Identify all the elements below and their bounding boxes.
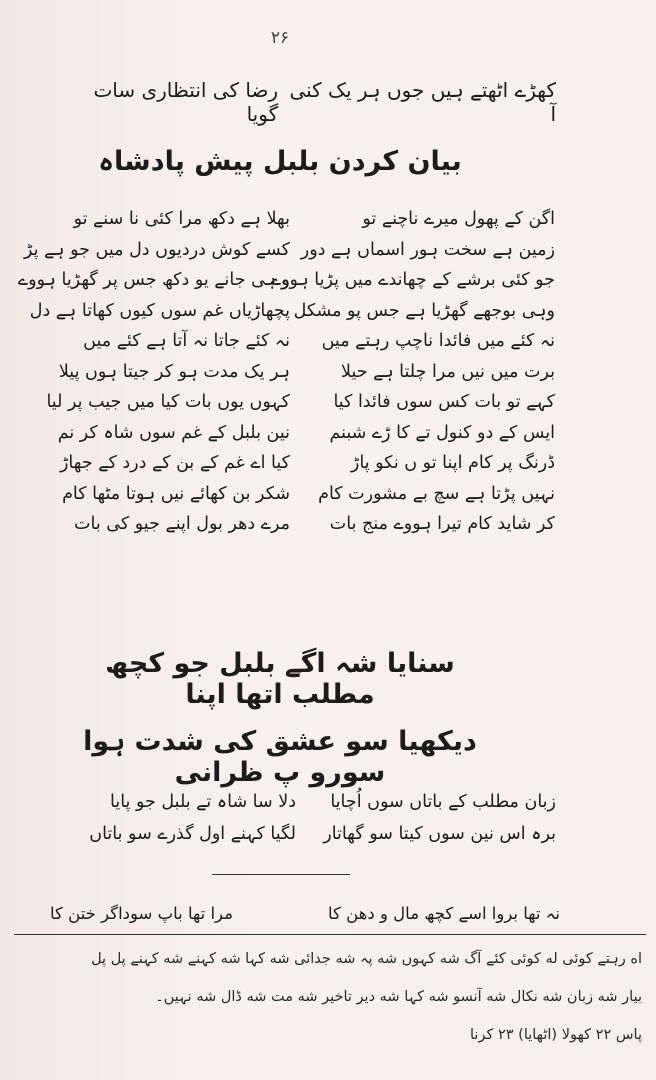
- right-hemistich: شکر بن کھائے نیں ہوتا مٹھا کام: [62, 483, 290, 504]
- page-number: ۲۶: [270, 28, 290, 48]
- prose-heading-line: دیکھیا سو عشق کی شدت ہوا سورو پ ظرانی: [83, 726, 477, 788]
- right-hemistich: دلا سا شاہ تے بلبل جو پایا: [110, 792, 296, 812]
- right-hemistich: پچھاڑیاں غم سوں کیوں کھاتا ہے دل: [29, 300, 290, 321]
- verse-couplet: [56, 818, 556, 850]
- verse-couplet: [29, 296, 555, 327]
- footnote-line: پاس ۲۲ کھولا (اٹھایا) ۲۳ کرنا: [470, 1027, 642, 1043]
- left-hemistich: اگن کے پھول میرے ناچنے تو: [362, 209, 555, 230]
- catchword-verse: [50, 900, 560, 926]
- verse-couplet: [50, 509, 555, 540]
- verse-couplet: [50, 357, 555, 388]
- verse-couplet: [50, 418, 555, 449]
- section-heading: بیان کردن بلبل پیش پادشاہ: [98, 146, 462, 177]
- footnote-line: بیار شه زبان شه نکال شه آنسو شه کہا شه دیر تاخیر شه مت شه ڈال شه نہیں۔: [155, 989, 642, 1005]
- left-hemistich: برت میں نیں مرا چلتا ہے حیلا: [341, 361, 555, 382]
- right-hemistich: مرے دھر بول اپنے جیو کی بات: [74, 514, 290, 535]
- verse-couplet: [50, 448, 555, 479]
- left-hemistich: وہی بوجھے گھڑیا ہے جس پو مشکل: [293, 300, 555, 321]
- left-hemistich: جو کئی برشے کے چھاندے میں پڑیا ہووے: [270, 270, 555, 291]
- right-hemistich: کسے کوش دردیوں دل میں جو ہے پڑ: [23, 239, 290, 260]
- verse-list-second: [56, 786, 556, 850]
- right-hemistich: کہوں یوں بات کیا میں جیب پر لیا: [46, 392, 290, 413]
- verse-couplet: [50, 204, 555, 235]
- intro-verse: [56, 78, 556, 126]
- left-hemistich: نہ تھا بروا اسے کچھ مال و دھن کا: [327, 903, 560, 923]
- right-hemistich: و ہی جانے یو دکھ جس پر گھڑیا ہووے: [17, 270, 290, 291]
- prose-heading-line: سنایا شہ اگے بلبل جو کچھ مطلب اتھا اپنا: [105, 648, 455, 710]
- right-hemistich: ہر یک مدت ہو کر جیتا ہوں پیلا: [58, 361, 290, 382]
- verse-couplet: [46, 387, 555, 418]
- footnote-line: اه رہتے کوئی له کوئی کئے آگ شه کہوں شه پہ شه جدائی شه کہا شه کہنے شه کہنے پل پل: [91, 951, 642, 967]
- right-hemistich: نین بلبل کے غم سوں شاہ کر نم: [57, 422, 290, 443]
- verse-couplet: [56, 786, 556, 818]
- right-hemistich: نہ کئے جاتا نہ آتا ہے کئے میں: [83, 331, 290, 352]
- left-hemistich: نہ کئے میں فائدا ناچپ رہتے میں: [321, 331, 555, 352]
- right-hemistich: بھلا ہے دکھ مرا کئی نا سنے تو: [73, 209, 290, 230]
- left-hemistich: کر شاید کام تیرا ہووے منج بات: [329, 514, 555, 535]
- intro-right-hemistich: رضا کی انتظاری سات گویا: [93, 78, 279, 126]
- verse-couplet: [50, 479, 555, 510]
- left-hemistich: زبان مطلب کے باتاں سوں اُچایا: [330, 792, 556, 812]
- right-hemistich: لگیا کہنے اول گذرے سو باتاں: [89, 824, 296, 844]
- left-hemistich: ڈرنگ پر کام اپنا تو ں نکو پاڑ: [350, 453, 555, 474]
- verse-list: [17, 204, 555, 540]
- left-hemistich: نہیں پڑتا ہے سچ بے مشورت کام: [318, 483, 555, 504]
- right-hemistich: مرا تھا باپ سوداگر ختن کا: [50, 903, 233, 923]
- left-hemistich: برہ اس نین سوں کیتا سو گھاتار: [323, 824, 556, 844]
- footnote-rule: [14, 934, 646, 935]
- left-hemistich: زمین ہے سخت ہور اسماں ہے دور: [300, 239, 555, 260]
- footnotes: [18, 942, 642, 1056]
- separator-rule: [212, 874, 350, 875]
- right-hemistich: کیا اے غم کے بن کے درد کے جھاڑ: [59, 453, 290, 474]
- verse-couplet: [23, 235, 555, 266]
- left-hemistich: کہے تو بات کس سوں فائدا کیا: [333, 392, 555, 413]
- verse-couplet: [17, 265, 555, 296]
- left-hemistich: ایس کے دو کنول تے کا ڑے شبنم: [329, 422, 555, 443]
- intro-left-hemistich: کھڑے اٹھتے ہیں جوں ہر یک کنی آ: [289, 78, 556, 126]
- verse-couplet: [50, 326, 555, 357]
